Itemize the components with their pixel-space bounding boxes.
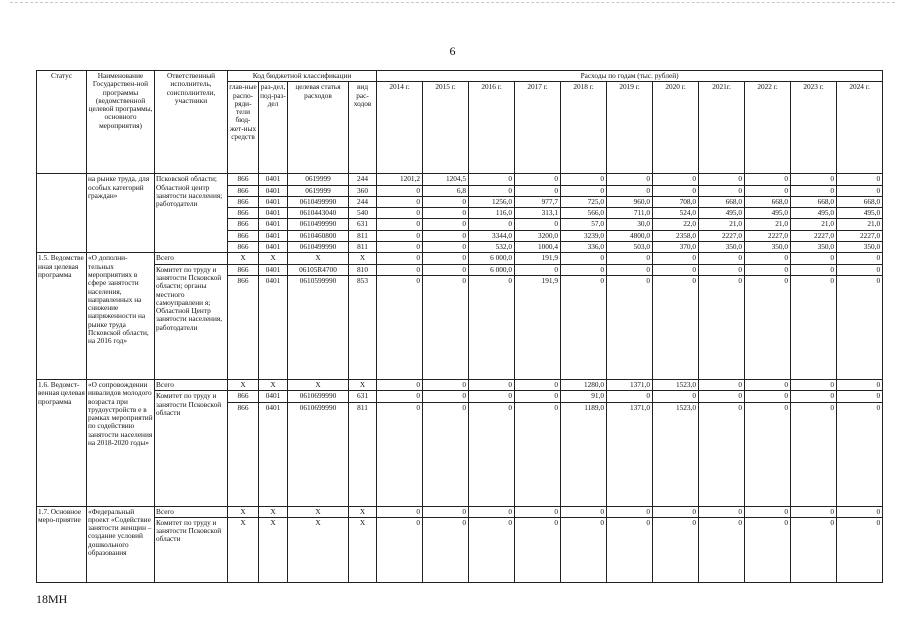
cell-code: 244	[349, 174, 377, 185]
cell-value: 0	[515, 219, 561, 230]
cell-code: 244	[349, 196, 377, 207]
header-code-col: глав-ные распо-ряди-тели бюд-жет-ных средств	[228, 82, 259, 174]
cell-value: 0	[469, 391, 515, 402]
cell-code: 540	[349, 208, 377, 219]
header-expense-group: Расходы по годам (тыс. рублей)	[377, 71, 883, 82]
cell-value: 711,0	[607, 208, 653, 219]
cell-value: 0	[745, 174, 791, 185]
cell-value: 1371,0	[607, 379, 653, 390]
cell-code: 0401	[259, 208, 288, 219]
cell-value: 0	[607, 253, 653, 264]
cell-value: 0	[469, 275, 515, 379]
cell-value: 0	[791, 402, 837, 506]
cell-value: 350,0	[837, 242, 883, 253]
header-year: 2016 г.	[469, 82, 515, 174]
header-code-col: целевая статья расходов	[288, 82, 349, 174]
row-executor: Комитет по труду и занятости Псковской области	[155, 517, 228, 582]
cell-code: 631	[349, 219, 377, 230]
cell-value: 350,0	[699, 242, 745, 253]
header-year: 2014 г.	[377, 82, 423, 174]
cell-value: 0	[791, 391, 837, 402]
cell-value: 1201,2	[377, 174, 423, 185]
cell-value: 21,0	[791, 219, 837, 230]
cell-value: 21,0	[699, 219, 745, 230]
cell-value: 0	[515, 379, 561, 390]
cell-value: 668,0	[837, 196, 883, 207]
cell-value: 0	[377, 230, 423, 241]
cell-value: 0	[377, 219, 423, 230]
cell-value: 1189,0	[561, 402, 607, 506]
cell-value: 0	[699, 402, 745, 506]
header-year: 2020 г.	[653, 82, 699, 174]
cell-code: X	[349, 506, 377, 517]
cell-code: 0610499990	[288, 196, 349, 207]
cell-value: 668,0	[699, 196, 745, 207]
cell-code: 866	[228, 219, 259, 230]
cell-value: 0	[607, 264, 653, 275]
cell-value: 0	[699, 253, 745, 264]
cell-value: 0	[745, 264, 791, 275]
cell-value: 0	[561, 275, 607, 379]
cell-value: 0	[699, 517, 745, 582]
cell-code: 866	[228, 196, 259, 207]
footer-code: 18МН	[36, 592, 68, 606]
cell-value: 0	[377, 402, 423, 506]
header-year: 2018 г.	[561, 82, 607, 174]
cell-value: 0	[423, 196, 469, 207]
cell-value: 0	[515, 391, 561, 402]
cell-code: X	[288, 506, 349, 517]
cell-value: 0	[699, 391, 745, 402]
cell-code: X	[228, 517, 259, 582]
cell-value: 3200,0	[515, 230, 561, 241]
table-row	[37, 506, 883, 517]
cell-value: 0	[423, 379, 469, 390]
cell-value: 0	[745, 253, 791, 264]
cell-code: 0401	[259, 230, 288, 241]
row-name: «О сопровождении инвалидов молодого возраста при трудоустройств е в рамках мероприятий по содействию занятости населения на 2018-2020 годы»	[87, 379, 155, 506]
cell-value: 0	[791, 185, 837, 196]
cell-code: X	[259, 379, 288, 390]
header-row-1	[37, 71, 883, 82]
cell-value: 0	[515, 264, 561, 275]
cell-code: 0401	[259, 242, 288, 253]
cell-value: 313,1	[515, 208, 561, 219]
cell-code: 866	[228, 264, 259, 275]
cell-value: 0	[423, 208, 469, 219]
cell-value: 0	[699, 275, 745, 379]
page-number: 6	[449, 44, 456, 58]
cell-value: 370,0	[653, 242, 699, 253]
cell-value: 0	[423, 506, 469, 517]
cell-value: 0	[837, 264, 883, 275]
cell-value: 503,0	[607, 242, 653, 253]
cell-code: X	[228, 253, 259, 264]
cell-value: 4800,0	[607, 230, 653, 241]
cell-value: 0	[653, 253, 699, 264]
cell-value: 0	[699, 506, 745, 517]
header-year: 2024 г.	[837, 82, 883, 174]
cell-value: 6,8	[423, 185, 469, 196]
cell-code: 811	[349, 402, 377, 506]
cell-code: 866	[228, 275, 259, 379]
cell-code: 0610599990	[288, 275, 349, 379]
cell-code: 0619999	[288, 185, 349, 196]
header-status: Статус	[37, 71, 87, 174]
cell-code: X	[288, 517, 349, 582]
cell-value: 0	[561, 185, 607, 196]
cell-value: 116,0	[469, 208, 515, 219]
cell-value: 21,0	[745, 219, 791, 230]
row-total-label: Всего	[155, 253, 228, 264]
cell-value: 0	[745, 517, 791, 582]
cell-value: 30,0	[607, 219, 653, 230]
cell-code: 0401	[259, 185, 288, 196]
row-total-label: Всего	[155, 506, 228, 517]
cell-value: 0	[699, 379, 745, 390]
cell-code: 0401	[259, 219, 288, 230]
cell-value: 725,0	[561, 196, 607, 207]
cell-value: 0	[377, 379, 423, 390]
cell-value: 960,0	[607, 196, 653, 207]
row-executor: Комитет по труду и занятости Псковской области	[155, 391, 228, 506]
cell-value: 0	[469, 185, 515, 196]
cell-code: 810	[349, 264, 377, 275]
cell-value: 0	[837, 391, 883, 402]
cell-value: 336,0	[561, 242, 607, 253]
cell-value: 0	[469, 506, 515, 517]
header-year: 2022 г.	[745, 82, 791, 174]
cell-value: 0	[837, 275, 883, 379]
cell-value: 0	[837, 517, 883, 582]
cell-value: 0	[791, 264, 837, 275]
cell-value: 6 000,0	[469, 253, 515, 264]
row-name: «О дополни-тельных мероприятиях в сфере занятости населения, направленных на снижение напряженности на рынке труда Псковской области, на 2016 год»	[87, 253, 155, 380]
cell-code: X	[288, 379, 349, 390]
cell-value: 1371,0	[607, 402, 653, 506]
cell-value: 0	[561, 174, 607, 185]
cell-code: X	[349, 253, 377, 264]
cell-code: 0610443040	[288, 208, 349, 219]
cell-value: 0	[745, 402, 791, 506]
cell-value: 0	[699, 174, 745, 185]
cell-code: X	[259, 506, 288, 517]
cell-value: 0	[699, 264, 745, 275]
cell-value: 191,9	[515, 253, 561, 264]
header-code-col: раз-дел, под-раз-дел	[259, 82, 288, 174]
cell-code: 0401	[259, 264, 288, 275]
cell-code: 0619999	[288, 174, 349, 185]
cell-value: 91,0	[561, 391, 607, 402]
cell-value: 0	[561, 506, 607, 517]
cell-code: 866	[228, 402, 259, 506]
cell-code: 0610499990	[288, 219, 349, 230]
cell-value: 0	[607, 174, 653, 185]
cell-value: 0	[791, 253, 837, 264]
cell-value: 1256,0	[469, 196, 515, 207]
cell-value: 0	[469, 402, 515, 506]
cell-value: 0	[423, 517, 469, 582]
cell-value: 495,0	[791, 208, 837, 219]
cell-value: 1523,0	[653, 379, 699, 390]
cell-value: 2358,0	[653, 230, 699, 241]
cell-value: 0	[791, 517, 837, 582]
cell-value: 3344,0	[469, 230, 515, 241]
cell-value: 0	[837, 379, 883, 390]
cell-value: 1523,0	[653, 402, 699, 506]
cell-value: 0	[561, 253, 607, 264]
cell-value: 495,0	[837, 208, 883, 219]
row-total-label: Всего	[155, 379, 228, 390]
cell-value: 977,7	[515, 196, 561, 207]
cell-value: 0	[791, 275, 837, 379]
cell-value: 0	[607, 506, 653, 517]
cell-value: 0	[377, 275, 423, 379]
cell-value: 495,0	[699, 208, 745, 219]
cell-value: 1280,0	[561, 379, 607, 390]
cell-code: X	[349, 517, 377, 582]
cell-code: X	[259, 253, 288, 264]
cell-value: 0	[653, 517, 699, 582]
cell-value: 0	[699, 185, 745, 196]
cell-value: 0	[791, 174, 837, 185]
cell-code: X	[288, 253, 349, 264]
row-executor: Комитет по труду и занятости Псковской области; органы местного самоуправлени я; Областной Центр занятости населения, работодатели	[155, 264, 228, 379]
cell-value: 0	[561, 517, 607, 582]
cell-value: 0	[607, 391, 653, 402]
cell-value: 0	[377, 196, 423, 207]
cell-value: 0	[745, 275, 791, 379]
cell-value: 0	[837, 402, 883, 506]
cell-value: 0	[745, 379, 791, 390]
cell-code: 631	[349, 391, 377, 402]
cell-code: 0401	[259, 275, 288, 379]
cell-value: 0	[607, 275, 653, 379]
header-year: 2015 г.	[423, 82, 469, 174]
cell-value: 0	[837, 185, 883, 196]
cell-value: 0	[423, 275, 469, 379]
cell-value: 668,0	[745, 196, 791, 207]
cell-value: 495,0	[745, 208, 791, 219]
cell-value: 0	[377, 185, 423, 196]
cell-value: 668,0	[791, 196, 837, 207]
cell-value: 0	[377, 208, 423, 219]
table-row	[37, 379, 883, 390]
cell-value: 2227,0	[699, 230, 745, 241]
cell-value: 0	[515, 174, 561, 185]
cell-value: 0	[837, 253, 883, 264]
cell-code: 866	[228, 242, 259, 253]
cell-value: 0	[377, 517, 423, 582]
cell-code: X	[349, 379, 377, 390]
cell-value: 0	[423, 219, 469, 230]
cell-code: X	[228, 506, 259, 517]
cell-value: 191,9	[515, 275, 561, 379]
cell-value: 0	[745, 391, 791, 402]
row-status: 1.6. Ведомст-венная целевая программа	[37, 379, 87, 506]
cell-value: 0	[515, 402, 561, 506]
cell-code: X	[228, 379, 259, 390]
cell-value: 0	[377, 253, 423, 264]
cell-value: 0	[515, 185, 561, 196]
table-row	[37, 174, 883, 185]
cell-code: 0401	[259, 196, 288, 207]
row-name: на рынке труда, для особых категорий граждан»	[87, 174, 155, 253]
cell-value: 0	[791, 379, 837, 390]
cell-value: 0	[745, 185, 791, 196]
cell-value: 2227,0	[791, 230, 837, 241]
cell-value: 0	[837, 506, 883, 517]
cell-value: 0	[515, 517, 561, 582]
cell-code: 0401	[259, 391, 288, 402]
table-row	[37, 517, 883, 582]
cell-value: 0	[837, 174, 883, 185]
row-status: 1.5. Ведомстве нная целевая программа	[37, 253, 87, 380]
cell-code: 0610699990	[288, 391, 349, 402]
page-top-edge	[10, 2, 895, 3]
cell-code: 866	[228, 174, 259, 185]
cell-value: 0	[653, 506, 699, 517]
header-year: 2019 г.	[607, 82, 653, 174]
cell-code: 866	[228, 208, 259, 219]
cell-value: 0	[653, 185, 699, 196]
header-year: 2021г.	[699, 82, 745, 174]
cell-value: 0	[377, 391, 423, 402]
cell-value: 0	[653, 174, 699, 185]
cell-value: 0	[607, 185, 653, 196]
cell-value: 0	[423, 253, 469, 264]
cell-value: 0	[423, 264, 469, 275]
cell-value: 3239,0	[561, 230, 607, 241]
cell-value: 0	[423, 242, 469, 253]
cell-value: 22,0	[653, 219, 699, 230]
cell-value: 0	[377, 264, 423, 275]
cell-value: 708,0	[653, 196, 699, 207]
cell-value: 2227,0	[745, 230, 791, 241]
cell-value: 0	[377, 242, 423, 253]
cell-code: 866	[228, 230, 259, 241]
row-name: «Федеральный проект «Содействие занятости женщин – создание условий дошкольного образования	[87, 506, 155, 582]
cell-value: 0	[469, 517, 515, 582]
budget-table	[36, 70, 883, 583]
cell-code: 0610460800	[288, 230, 349, 241]
cell-value: 350,0	[745, 242, 791, 253]
cell-code: 0401	[259, 402, 288, 506]
cell-value: 21,0	[837, 219, 883, 230]
cell-code: 811	[349, 242, 377, 253]
cell-code: 0610499990	[288, 242, 349, 253]
cell-value: 0	[423, 402, 469, 506]
row-status	[37, 174, 87, 253]
cell-code: 360	[349, 185, 377, 196]
cell-value: 0	[469, 174, 515, 185]
row-status: 1.7. Основное меро-приятие	[37, 506, 87, 582]
cell-code: 811	[349, 230, 377, 241]
cell-value: 57,0	[561, 219, 607, 230]
cell-code: 866	[228, 185, 259, 196]
cell-value: 0	[469, 379, 515, 390]
header-year: 2017 г.	[515, 82, 561, 174]
cell-value: 0	[423, 391, 469, 402]
cell-value: 0	[745, 506, 791, 517]
cell-value: 0	[653, 264, 699, 275]
cell-value: 0	[469, 219, 515, 230]
cell-value: 0	[515, 506, 561, 517]
cell-value: 532,0	[469, 242, 515, 253]
header-code-col: вид рас-ходов	[349, 82, 377, 174]
cell-value: 0	[607, 517, 653, 582]
cell-code: 866	[228, 391, 259, 402]
cell-value: 0	[377, 506, 423, 517]
header-name: Наименование Государствен-ной программы (ведомственной целевой программы, основного мероприятия)	[87, 71, 155, 174]
cell-value: 1204,5	[423, 174, 469, 185]
cell-value: 524,0	[653, 208, 699, 219]
row-executor: Псковской области; Областной центр занятости населения; работодатели	[155, 174, 228, 253]
cell-code: 0610699990	[288, 402, 349, 506]
cell-value: 2227,0	[837, 230, 883, 241]
header-year: 2023 г.	[791, 82, 837, 174]
cell-value: 0	[791, 506, 837, 517]
cell-value: 0	[423, 230, 469, 241]
cell-value: 0	[653, 275, 699, 379]
header-code-group: Код бюджетной классификации	[228, 71, 377, 82]
cell-value: 566,0	[561, 208, 607, 219]
cell-value: 350,0	[791, 242, 837, 253]
table-row	[37, 391, 883, 402]
table-row	[37, 264, 883, 275]
cell-code: 853	[349, 275, 377, 379]
table-row	[37, 253, 883, 264]
cell-value: 0	[561, 264, 607, 275]
header-executor: Ответственный исполнитель, соисполнители, участники	[155, 71, 228, 174]
cell-code: 0401	[259, 174, 288, 185]
cell-code: X	[259, 517, 288, 582]
cell-value: 0	[653, 391, 699, 402]
cell-code: 06105R4700	[288, 264, 349, 275]
cell-value: 6 000,0	[469, 264, 515, 275]
cell-value: 1000,4	[515, 242, 561, 253]
